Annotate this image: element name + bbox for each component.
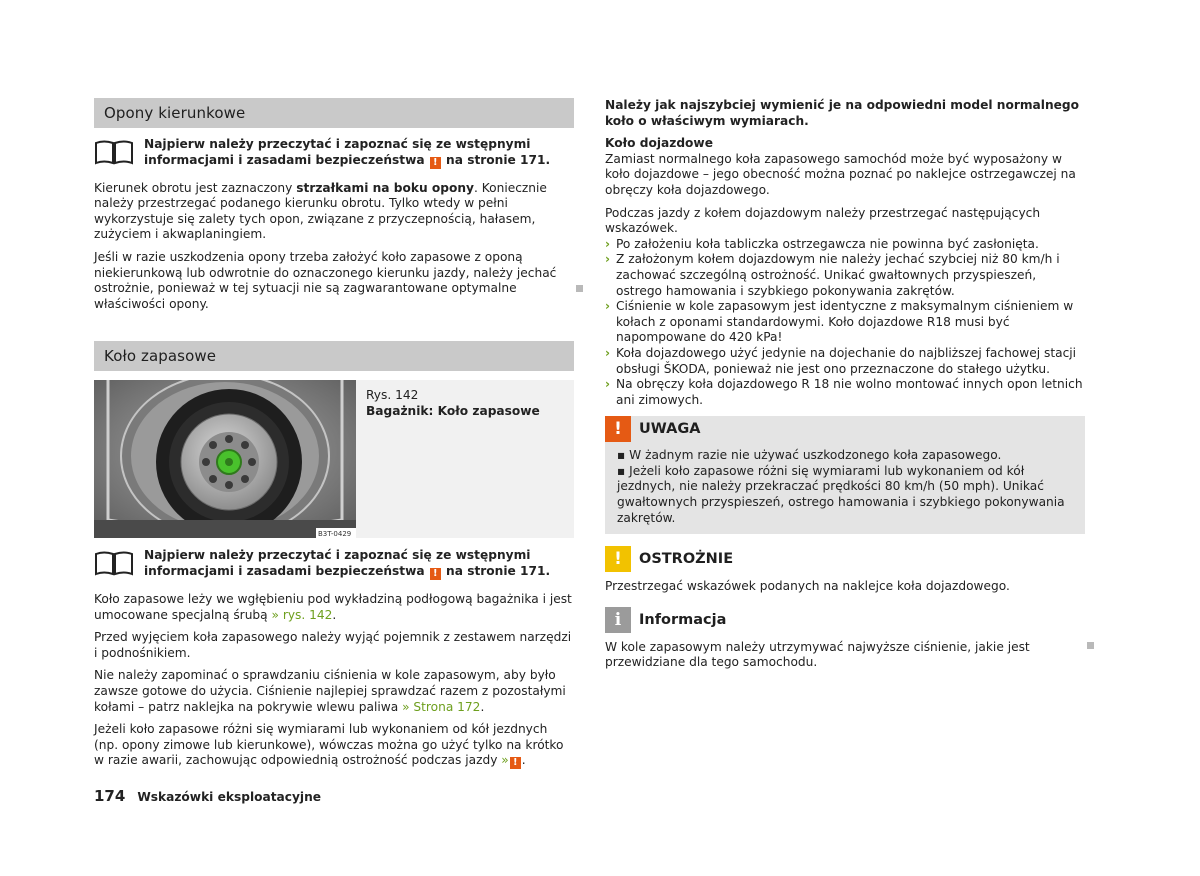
- caution-box: [605, 546, 1085, 595]
- info-box: [605, 607, 1085, 671]
- page-footer: [94, 787, 321, 805]
- book-icon: [94, 139, 134, 165]
- left-column: [94, 98, 574, 776]
- subheading-compact-spare: Koło dojazdowe: [605, 136, 713, 151]
- list-item: ▪ W żadnym razie nie używać uszkodzonego koła zapasowego.: [617, 448, 1002, 463]
- figure: [94, 380, 574, 538]
- info-text: W kole zapasowym należy utrzymywać najwyższe ciśnienie, jakie jest przewidziane dla tego samochodu.: [605, 639, 1030, 670]
- list-item: › Po założeniu koła tabliczka ostrzegawcza nie powinna być zasłonięta.: [605, 236, 1039, 251]
- intro-paragraph: Należy jak najszybciej wymienić je na odpowiedni model normalnego koło o właściwym wymiarach.: [605, 98, 1079, 128]
- section-title-spare-wheel: Koło zapasowe: [94, 341, 574, 371]
- info-icon: i: [605, 607, 631, 633]
- arrow-right-icon: ›: [605, 252, 611, 267]
- warning-link[interactable]: »: [501, 753, 509, 768]
- figure-caption: [356, 380, 574, 538]
- chapter-title: Wskazówki eksploatacyjne: [137, 790, 322, 804]
- warning-box: [605, 416, 1085, 534]
- arrow-right-icon: ›: [605, 299, 611, 314]
- paragraph: Jeśli w razie uszkodzenia opony trzeba założyć koło zapasowe z oponą niekierunkową lub odwrotnie do oznaczonego kierunku jazdy, należy jechać ostrożnie, ponieważ w tej sytuacji nie są zagwarantowane optymalne właściwości opony.: [94, 249, 557, 311]
- safety-note-text: Najpierw należy przeczytać i zapoznać się ze wstępnymi informacjami i zasadami bezpieczeństwa ! na stronie 171.: [144, 137, 551, 168]
- safety-note-text: Najpierw należy przeczytać i zapoznać się ze wstępnymi informacjami i zasadami bezpieczeństwa ! na stronie 171.: [144, 548, 551, 579]
- list-item: › Koła dojazdowego użyć jedynie na dojechanie do najbliższej fachowej stacji obsługi ŠKODA, ponieważ nie jest ono przeznaczone do stałego użytku.: [605, 345, 1077, 376]
- arrow-right-icon: ›: [605, 236, 611, 251]
- right-column: [605, 98, 1085, 678]
- warning-title: UWAGA: [639, 421, 701, 438]
- paragraph: Jeżeli koło zapasowe różni się wymiarami lub wykonaniem od kół jezdnych (np. opony zimowe lub kierunkowe), wówczas można go użyć tylko na krótko w razie awarii, zachowując odpowiednią ostrożność podczas jazdy » ! .: [94, 722, 564, 769]
- list-item: › Z założonym kołem dojazdowym nie należy jechać szybciej niż 80 km/h i zachować szczególną ostrożność. Unikać gwałtownych przyspieszeń, ostrego hamowania i szybkiego pokonywania zakrętów.: [605, 252, 1060, 298]
- paragraph: Nie należy zapominać o sprawdzaniu ciśnienia w kole zapasowym, aby było zawsze gotowe do użycia. Ciśnienie najlepiej sprawdzać razem z pozostałymi kołami – patrz naklejka na pokrywie wlewu paliwa » Strona 172.: [94, 668, 566, 714]
- info-title: Informacja: [639, 611, 727, 628]
- book-icon: [94, 550, 134, 576]
- paragraph: Koło zapasowe leży we wgłębieniu pod wykładziną podłogową bagażnika i jest umocowane specjalną śrubą » rys. 142.: [94, 591, 572, 622]
- figure-link[interactable]: » rys. 142: [271, 607, 333, 622]
- paragraph: Zamiast normalnego koła zapasowego samochód może być wyposażony w koło dojazdowe – jego obecność można poznać po naklejce ostrzegawczej na obręczy koła dojazdowego.: [605, 151, 1076, 197]
- warning-body: [605, 448, 1085, 526]
- caution-text: Przestrzegać wskazówek podanych na naklejce koła dojazdowego.: [605, 579, 1010, 594]
- warning-icon[interactable]: !: [430, 157, 441, 169]
- section-title-directional-tires: Opony kierunkowe: [94, 98, 574, 128]
- arrow-right-icon: ›: [605, 377, 611, 392]
- figure-title: Bagażnik: Koło zapasowe: [366, 403, 540, 418]
- spare-wheel-image: [94, 380, 356, 538]
- section-end-marker: [576, 285, 583, 292]
- caution-title: OSTROŻNIE: [639, 551, 734, 568]
- section-end-marker: [1087, 642, 1094, 649]
- exclamation-icon: !: [605, 416, 631, 442]
- paragraph: Przed wyjęciem koła zapasowego należy wyjąć pojemnik z zestawem narzędzi i podnośnikiem.: [94, 630, 572, 660]
- instruction-list: [605, 237, 1085, 409]
- list-item: › Ciśnienie w kole zapasowym jest identyczne z maksymalnym ciśnieniem w kołach z oponami standardowymi. Koło dojazdowe R18 musi być napompowane do 420 kPa!: [605, 299, 1074, 345]
- warning-icon[interactable]: !: [510, 757, 521, 769]
- safety-note: [94, 137, 574, 169]
- list-item: ▪ Jeżeli koło zapasowe różni się wymiarami lub wykonaniem od kół jezdnych, nie należy przekraczać prędkości 80 km/h (50 mph). Unikać gwałtownych przyspieszeń, ostrego hamowania i szybkiego pokonywania zakrętów.: [617, 463, 1065, 525]
- list-item: › Na obręczy koła dojazdowego R 18 nie wolno montować innych opon letnich ani zimowych.: [605, 377, 1083, 407]
- safety-note: [94, 548, 574, 580]
- page-link[interactable]: » Strona 172: [402, 699, 481, 714]
- figure-code: B3T-0429: [318, 530, 352, 539]
- exclamation-icon: !: [605, 546, 631, 572]
- paragraph: Kierunek obrotu jest zaznaczony strzałkami na boku opony. Koniecznie należy przestrzegać podanego kierunku obrotu. Tylko wtedy w pełni wykorzystuje się zalety tych opon, związane z przyczepnością, hałasem, zużyciem i akwaplaningiem.: [94, 180, 547, 242]
- figure-label: Rys. 142: [366, 388, 419, 403]
- warning-icon[interactable]: !: [430, 568, 441, 580]
- page-number: 174: [94, 787, 126, 805]
- paragraph: Podczas jazdy z kołem dojazdowym należy przestrzegać następujących wskazówek.: [605, 205, 1041, 236]
- arrow-right-icon: ›: [605, 345, 611, 360]
